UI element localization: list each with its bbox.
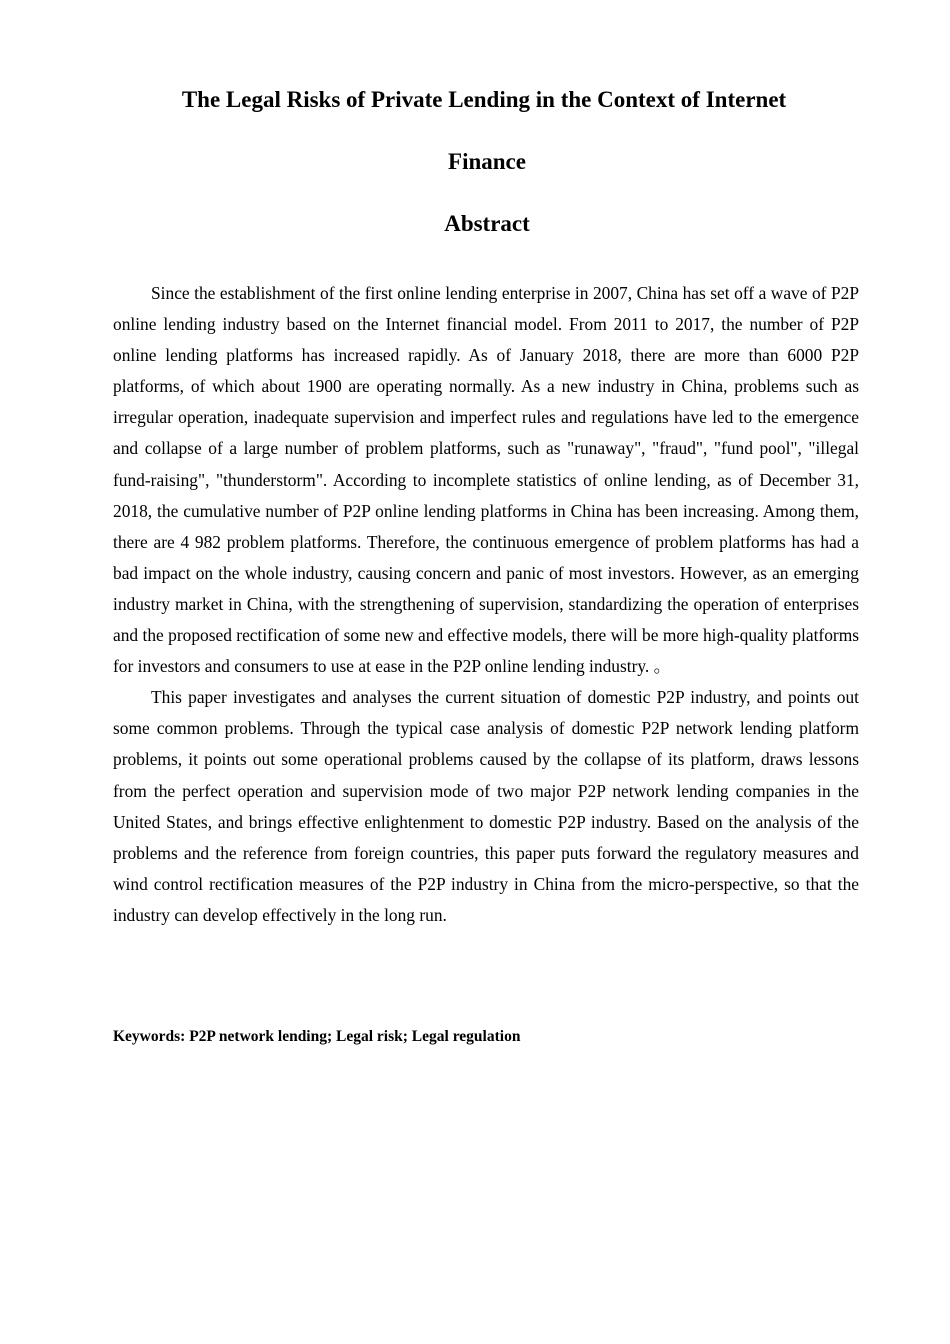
title-line-2: Finance (448, 149, 526, 174)
abstract-body (113, 278, 859, 931)
keywords: Keywords: P2P network lending; Legal risk; Legal regulation (113, 1028, 521, 1045)
abstract-paragraph-2: This paper investigates and analyses the current situation of domestic P2P industry, and points out some common problems. Through the typical case analysis of domestic P2P network lending platform problems, it points out some operational problems caused by the collapse of its platform, draws lessons from the perfect operation and supervision mode of two major P2P network lending companies in the United States, and brings effective enlightenment to domestic P2P industry. Based on the analysis of the problems and the reference from foreign countries, this paper puts forward the regulatory measures and wind control rectification measures of the P2P industry in China from the micro-perspective, so that the industry can develop effectively in the long run. (113, 687, 859, 925)
abstract-paragraph-1: Since the establishment of the first online lending enterprise in 2007, China has set off a wave of P2P online lending industry based on the Internet financial model. From 2011 to 2017, the number of P2P online lending platforms has increased rapidly. As of January 2018, there are more than 6000 P2P platforms, of which about 1900 are operating normally. As a new industry in China, problems such as irregular operation, inadequate supervision and imperfect rules and regulations have led to the emergence and collapse of a large number of problem platforms, such as "runaway", "fraud", "fund pool", "illegal fund-raising", "thunderstorm". According to incomplete statistics of online lending, as of December 31, 2018, the cumulative number of P2P online lending platforms in China has been increasing. Among them, there are 4 982 problem platforms. Therefore, the continuous emergence of problem platforms has had a bad impact on the whole industry, causing concern and panic of most investors. However, as an emerging industry market in China, with the strengthening of supervision, standardizing the operation of enterprises and the proposed rectification of some new and effective models, there will be more high-quality platforms for investors and consumers to use at ease in the P2P online lending industry. 。 (113, 283, 859, 677)
title-line-1: The Legal Risks of Private Lending in the Context of Internet (181, 87, 787, 112)
abstract-heading: Abstract (444, 211, 530, 236)
